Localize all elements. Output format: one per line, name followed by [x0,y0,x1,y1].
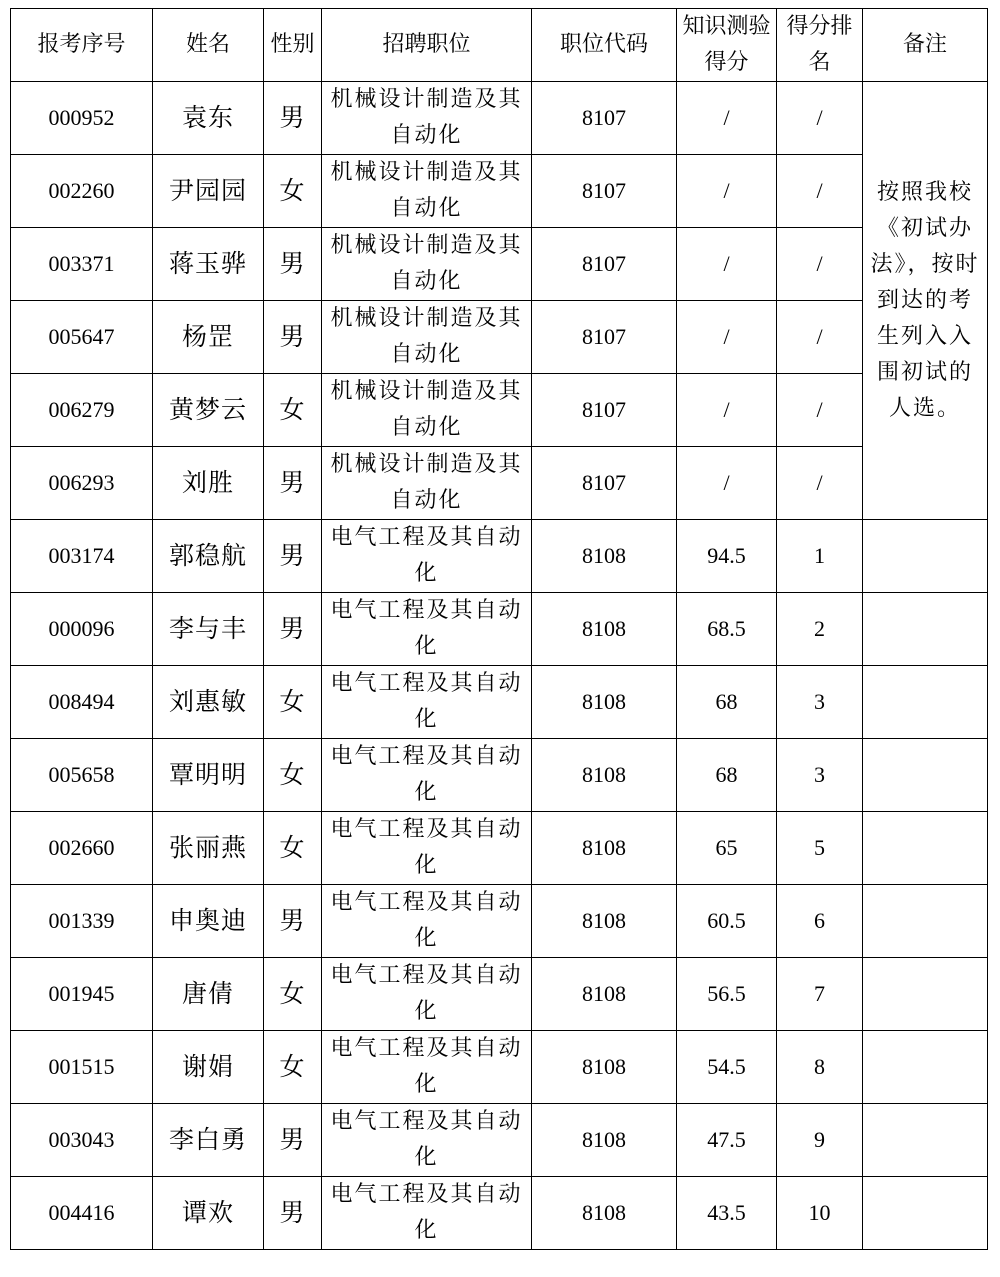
cell-position: 电气工程及其自动化 [322,1031,532,1104]
cell-id: 001339 [11,885,153,958]
cell-note: 按照我校《初试办法》，按时到达的考生列入入围初试的人选。 [863,82,988,520]
cell-position: 机械设计制造及其自动化 [322,301,532,374]
cell-rank: 2 [777,593,863,666]
cell-gender: 女 [264,374,322,447]
cell-rank: 7 [777,958,863,1031]
table-row [11,82,988,155]
cell-id: 001945 [11,958,153,1031]
cell-score: 54.5 [677,1031,777,1104]
cell-code: 8107 [532,374,677,447]
table-row [11,1031,988,1104]
cell-name: 袁东 [153,82,264,155]
cell-id: 000952 [11,82,153,155]
cell-gender: 女 [264,155,322,228]
cell-score: 65 [677,812,777,885]
cell-code: 8108 [532,1104,677,1177]
table-row [11,374,988,447]
cell-gender: 女 [264,958,322,1031]
table-row [11,447,988,520]
table-row [11,739,988,812]
cell-rank: 5 [777,812,863,885]
cell-score: / [677,155,777,228]
cell-gender: 男 [264,520,322,593]
results-table-container [10,8,988,1250]
cell-code: 8107 [532,155,677,228]
header-score: 知识测验得分 [677,9,777,82]
cell-rank: / [777,228,863,301]
header-name: 姓名 [153,9,264,82]
cell-note-empty [863,812,988,885]
cell-note-empty [863,958,988,1031]
table-row [11,885,988,958]
table-row [11,301,988,374]
header-id: 报考序号 [11,9,153,82]
cell-score: 56.5 [677,958,777,1031]
cell-id: 000096 [11,593,153,666]
cell-score: / [677,228,777,301]
cell-note-empty [863,739,988,812]
cell-position: 机械设计制造及其自动化 [322,447,532,520]
cell-score: / [677,447,777,520]
table-row [11,812,988,885]
cell-id: 002660 [11,812,153,885]
cell-name: 谭欢 [153,1177,264,1250]
cell-note-empty [863,1104,988,1177]
cell-score: 68 [677,666,777,739]
cell-id: 003174 [11,520,153,593]
cell-score: 68.5 [677,593,777,666]
table-row [11,155,988,228]
cell-rank: / [777,447,863,520]
cell-name: 李与丰 [153,593,264,666]
cell-position: 电气工程及其自动化 [322,1104,532,1177]
table-row [11,1177,988,1250]
cell-position: 机械设计制造及其自动化 [322,374,532,447]
cell-id: 006293 [11,447,153,520]
cell-position: 电气工程及其自动化 [322,1177,532,1250]
cell-code: 8107 [532,301,677,374]
table-row [11,666,988,739]
cell-name: 申奥迪 [153,885,264,958]
header-gender: 性别 [264,9,322,82]
cell-code: 8108 [532,1031,677,1104]
cell-rank: 1 [777,520,863,593]
cell-rank: 3 [777,666,863,739]
cell-name: 杨罡 [153,301,264,374]
cell-code: 8108 [532,812,677,885]
cell-rank: 9 [777,1104,863,1177]
cell-rank: / [777,155,863,228]
cell-id: 008494 [11,666,153,739]
cell-code: 8108 [532,520,677,593]
cell-position: 电气工程及其自动化 [322,958,532,1031]
header-rank: 得分排名 [777,9,863,82]
table-row [11,958,988,1031]
cell-score: / [677,301,777,374]
cell-position: 机械设计制造及其自动化 [322,155,532,228]
header-note: 备注 [863,9,988,82]
cell-note-empty [863,593,988,666]
cell-rank: / [777,82,863,155]
cell-position: 机械设计制造及其自动化 [322,228,532,301]
cell-id: 002260 [11,155,153,228]
cell-score: 60.5 [677,885,777,958]
cell-gender: 男 [264,82,322,155]
cell-rank: / [777,374,863,447]
cell-position: 电气工程及其自动化 [322,593,532,666]
cell-gender: 女 [264,739,322,812]
cell-note-empty [863,666,988,739]
cell-id: 001515 [11,1031,153,1104]
cell-position: 机械设计制造及其自动化 [322,82,532,155]
cell-score: 68 [677,739,777,812]
cell-code: 8108 [532,593,677,666]
cell-name: 刘惠敏 [153,666,264,739]
cell-gender: 男 [264,593,322,666]
cell-code: 8108 [532,958,677,1031]
cell-note-empty [863,885,988,958]
cell-name: 蒋玉骅 [153,228,264,301]
cell-id: 003371 [11,228,153,301]
cell-note-empty [863,1177,988,1250]
cell-position: 电气工程及其自动化 [322,666,532,739]
cell-gender: 男 [264,301,322,374]
cell-rank: 10 [777,1177,863,1250]
cell-score: 47.5 [677,1104,777,1177]
cell-name: 李白勇 [153,1104,264,1177]
cell-name: 覃明明 [153,739,264,812]
cell-code: 8108 [532,885,677,958]
cell-rank: 8 [777,1031,863,1104]
cell-code: 8107 [532,82,677,155]
table-row [11,520,988,593]
cell-code: 8108 [532,1177,677,1250]
header-position: 招聘职位 [322,9,532,82]
cell-id: 005658 [11,739,153,812]
cell-name: 黄梦云 [153,374,264,447]
cell-score: 94.5 [677,520,777,593]
table-row [11,1104,988,1177]
cell-position: 电气工程及其自动化 [322,739,532,812]
header-row [11,9,988,82]
cell-rank: / [777,301,863,374]
cell-code: 8107 [532,447,677,520]
cell-note-empty [863,1031,988,1104]
cell-gender: 男 [264,228,322,301]
cell-gender: 男 [264,1177,322,1250]
table-row [11,228,988,301]
cell-code: 8108 [532,739,677,812]
table-body [11,82,988,1250]
cell-score: 43.5 [677,1177,777,1250]
cell-gender: 女 [264,666,322,739]
cell-gender: 男 [264,885,322,958]
cell-name: 郭稳航 [153,520,264,593]
cell-name: 尹园园 [153,155,264,228]
cell-name: 谢娟 [153,1031,264,1104]
results-table [10,8,988,1250]
cell-rank: 6 [777,885,863,958]
cell-id: 005647 [11,301,153,374]
cell-gender: 男 [264,1104,322,1177]
cell-score: / [677,82,777,155]
cell-position: 电气工程及其自动化 [322,520,532,593]
cell-rank: 3 [777,739,863,812]
table-row [11,593,988,666]
cell-gender: 女 [264,1031,322,1104]
cell-position: 电气工程及其自动化 [322,885,532,958]
cell-gender: 女 [264,812,322,885]
cell-code: 8107 [532,228,677,301]
cell-id: 004416 [11,1177,153,1250]
cell-id: 003043 [11,1104,153,1177]
header-code: 职位代码 [532,9,677,82]
cell-name: 唐倩 [153,958,264,1031]
cell-gender: 男 [264,447,322,520]
cell-name: 刘胜 [153,447,264,520]
cell-position: 电气工程及其自动化 [322,812,532,885]
cell-id: 006279 [11,374,153,447]
cell-note-empty [863,520,988,593]
cell-score: / [677,374,777,447]
cell-name: 张丽燕 [153,812,264,885]
cell-code: 8108 [532,666,677,739]
